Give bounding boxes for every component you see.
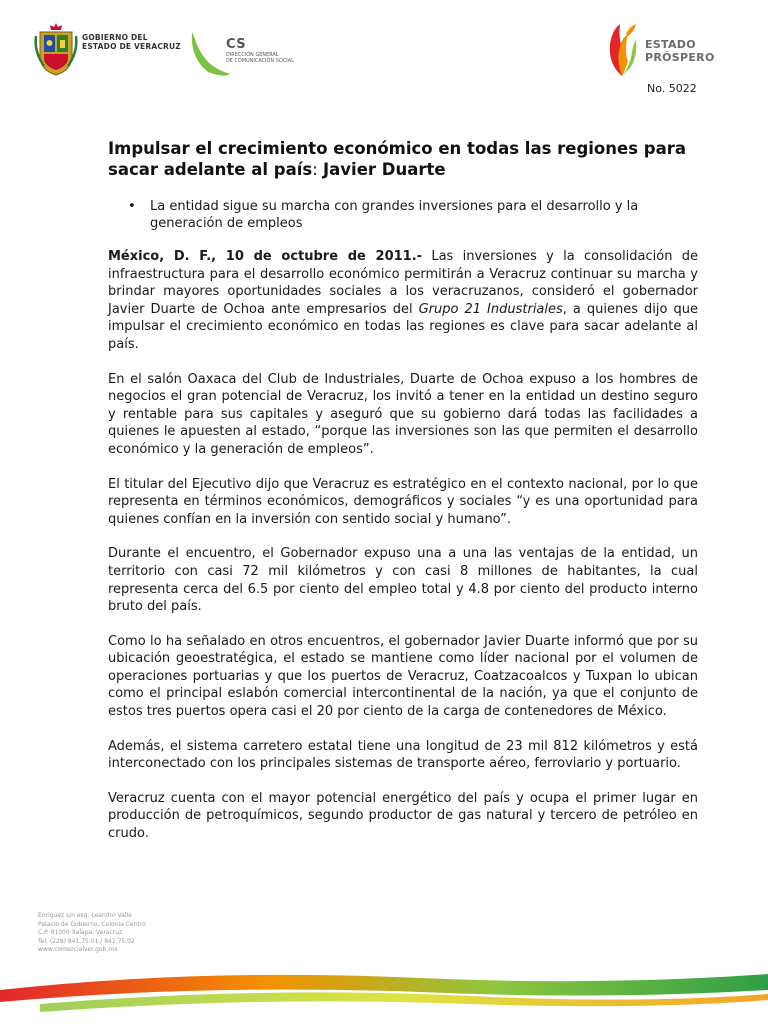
- government-name: GOBIERNO DEL ESTADO DE VERACRUZ: [82, 33, 181, 51]
- summary-bullet: • La entidad sigue su marcha con grandes inversiones para el desarrollo y la generación de empleos: [128, 199, 639, 231]
- paragraph-1: México, D. F., 10 de octubre de 2011.- Las inversiones y la consolidación de infraestructura para el desarrollo económico permitirán a Veracruz continuar su marcha y brindar mayores oportunidades sociales a los veracruzanos, consideró el gobernador Javier Duarte de Ochoa ante empresarios del Grupo 21 Industriales, a quienes dijo que impulsar el crecimiento económico en todas las regiones es clave para sacar adelante al país.: [108, 249, 699, 352]
- dateline: México, D. F., 10 de octubre de 2011.-: [108, 249, 423, 264]
- estado-prospero-wordmark: ESTADO PRÓSPERO: [645, 38, 715, 64]
- footer-wave-decoration: [0, 960, 768, 1024]
- cs-department-name: DIRECCIÓN GENERAL DE COMUNICACIÓN SOCIAL: [226, 53, 294, 64]
- estado-prospero-icon: [604, 20, 638, 80]
- veracruz-seal-icon: [34, 22, 78, 76]
- headline: Impulsar el crecimiento económico en todas las regiones para sacar adelante al país: Javier Duarte: [108, 139, 686, 179]
- paragraph-7: Veracruz cuenta con el mayor potencial energético del país y ocupa el primer lugar en producción de petroquímicos, segundo productor de gas natural y tercero de petróleo en crudo.: [108, 790, 698, 842]
- paragraph-6: Además, el sistema carretero estatal tiene una longitud de 23 mil 812 kilómetros y está interconectado con los principales sistemas de transporte aéreo, ferroviario y portuario.: [108, 738, 698, 772]
- paragraph-5: Como lo ha señalado en otros encuentros, el gobernador Javier Duarte informó que por su ubicación geoestratégica, el estado se mantiene como líder nacional por el volumen de operaciones portuarias y que los puertos de Veracruz, Coatzacoalcos y Tuxpan lo ubican como el principal eslabón comercial intercontinental de la nación, ya que el conjunto de estos tres puertos opera casi el 20 por ciento de la carga de contenedores de México.: [108, 633, 698, 720]
- cs-abbrev: CS: [226, 37, 247, 52]
- paragraph-4: Durante el encuentro, el Gobernador expuso una a una las ventajas de la entidad, un territorio con casi 72 mil kilómetros y con casi 8 millones de habitantes, la cual representa cerca del 6.5 por ciento del empleo total y 4.8 por ciento del producto interno bruto del país.: [108, 546, 698, 615]
- paragraph-2: En el salón Oaxaca del Club de Industriales, Duarte de Ochoa expuso a los hombres de negocios el gran potencial de Veracruz, los invitó a tener en la entidad un destino seguro y rentable para sus capitales y aseguró que su gobierno dará todas las facilidades a quienes le apuesten al estado, “porque las inversiones son las que permiten el desarrollo económico y la generación de empleos”.: [108, 371, 698, 457]
- article-body: [108, 248, 698, 860]
- footer-address: Enriquez s/n esq. Leandro Valle Palacio de Gobierno, Colonia Centro C.P. 91000 Xalapa, Veracruz Tel. (228) 841.75.01 / 841.75.02 www.comsocialver.gob.mx: [38, 912, 146, 954]
- bullet-icon: •: [128, 199, 136, 214]
- document-number: No. 5022: [647, 82, 697, 95]
- paragraph-3: El titular del Ejecutivo dijo que Veracruz es estratégico en el contexto nacional, por lo que representa en términos económicos, demográficos y sociales “y es una oportunidad para quienes confían en la inversión con sentido social y humano”.: [108, 476, 698, 527]
